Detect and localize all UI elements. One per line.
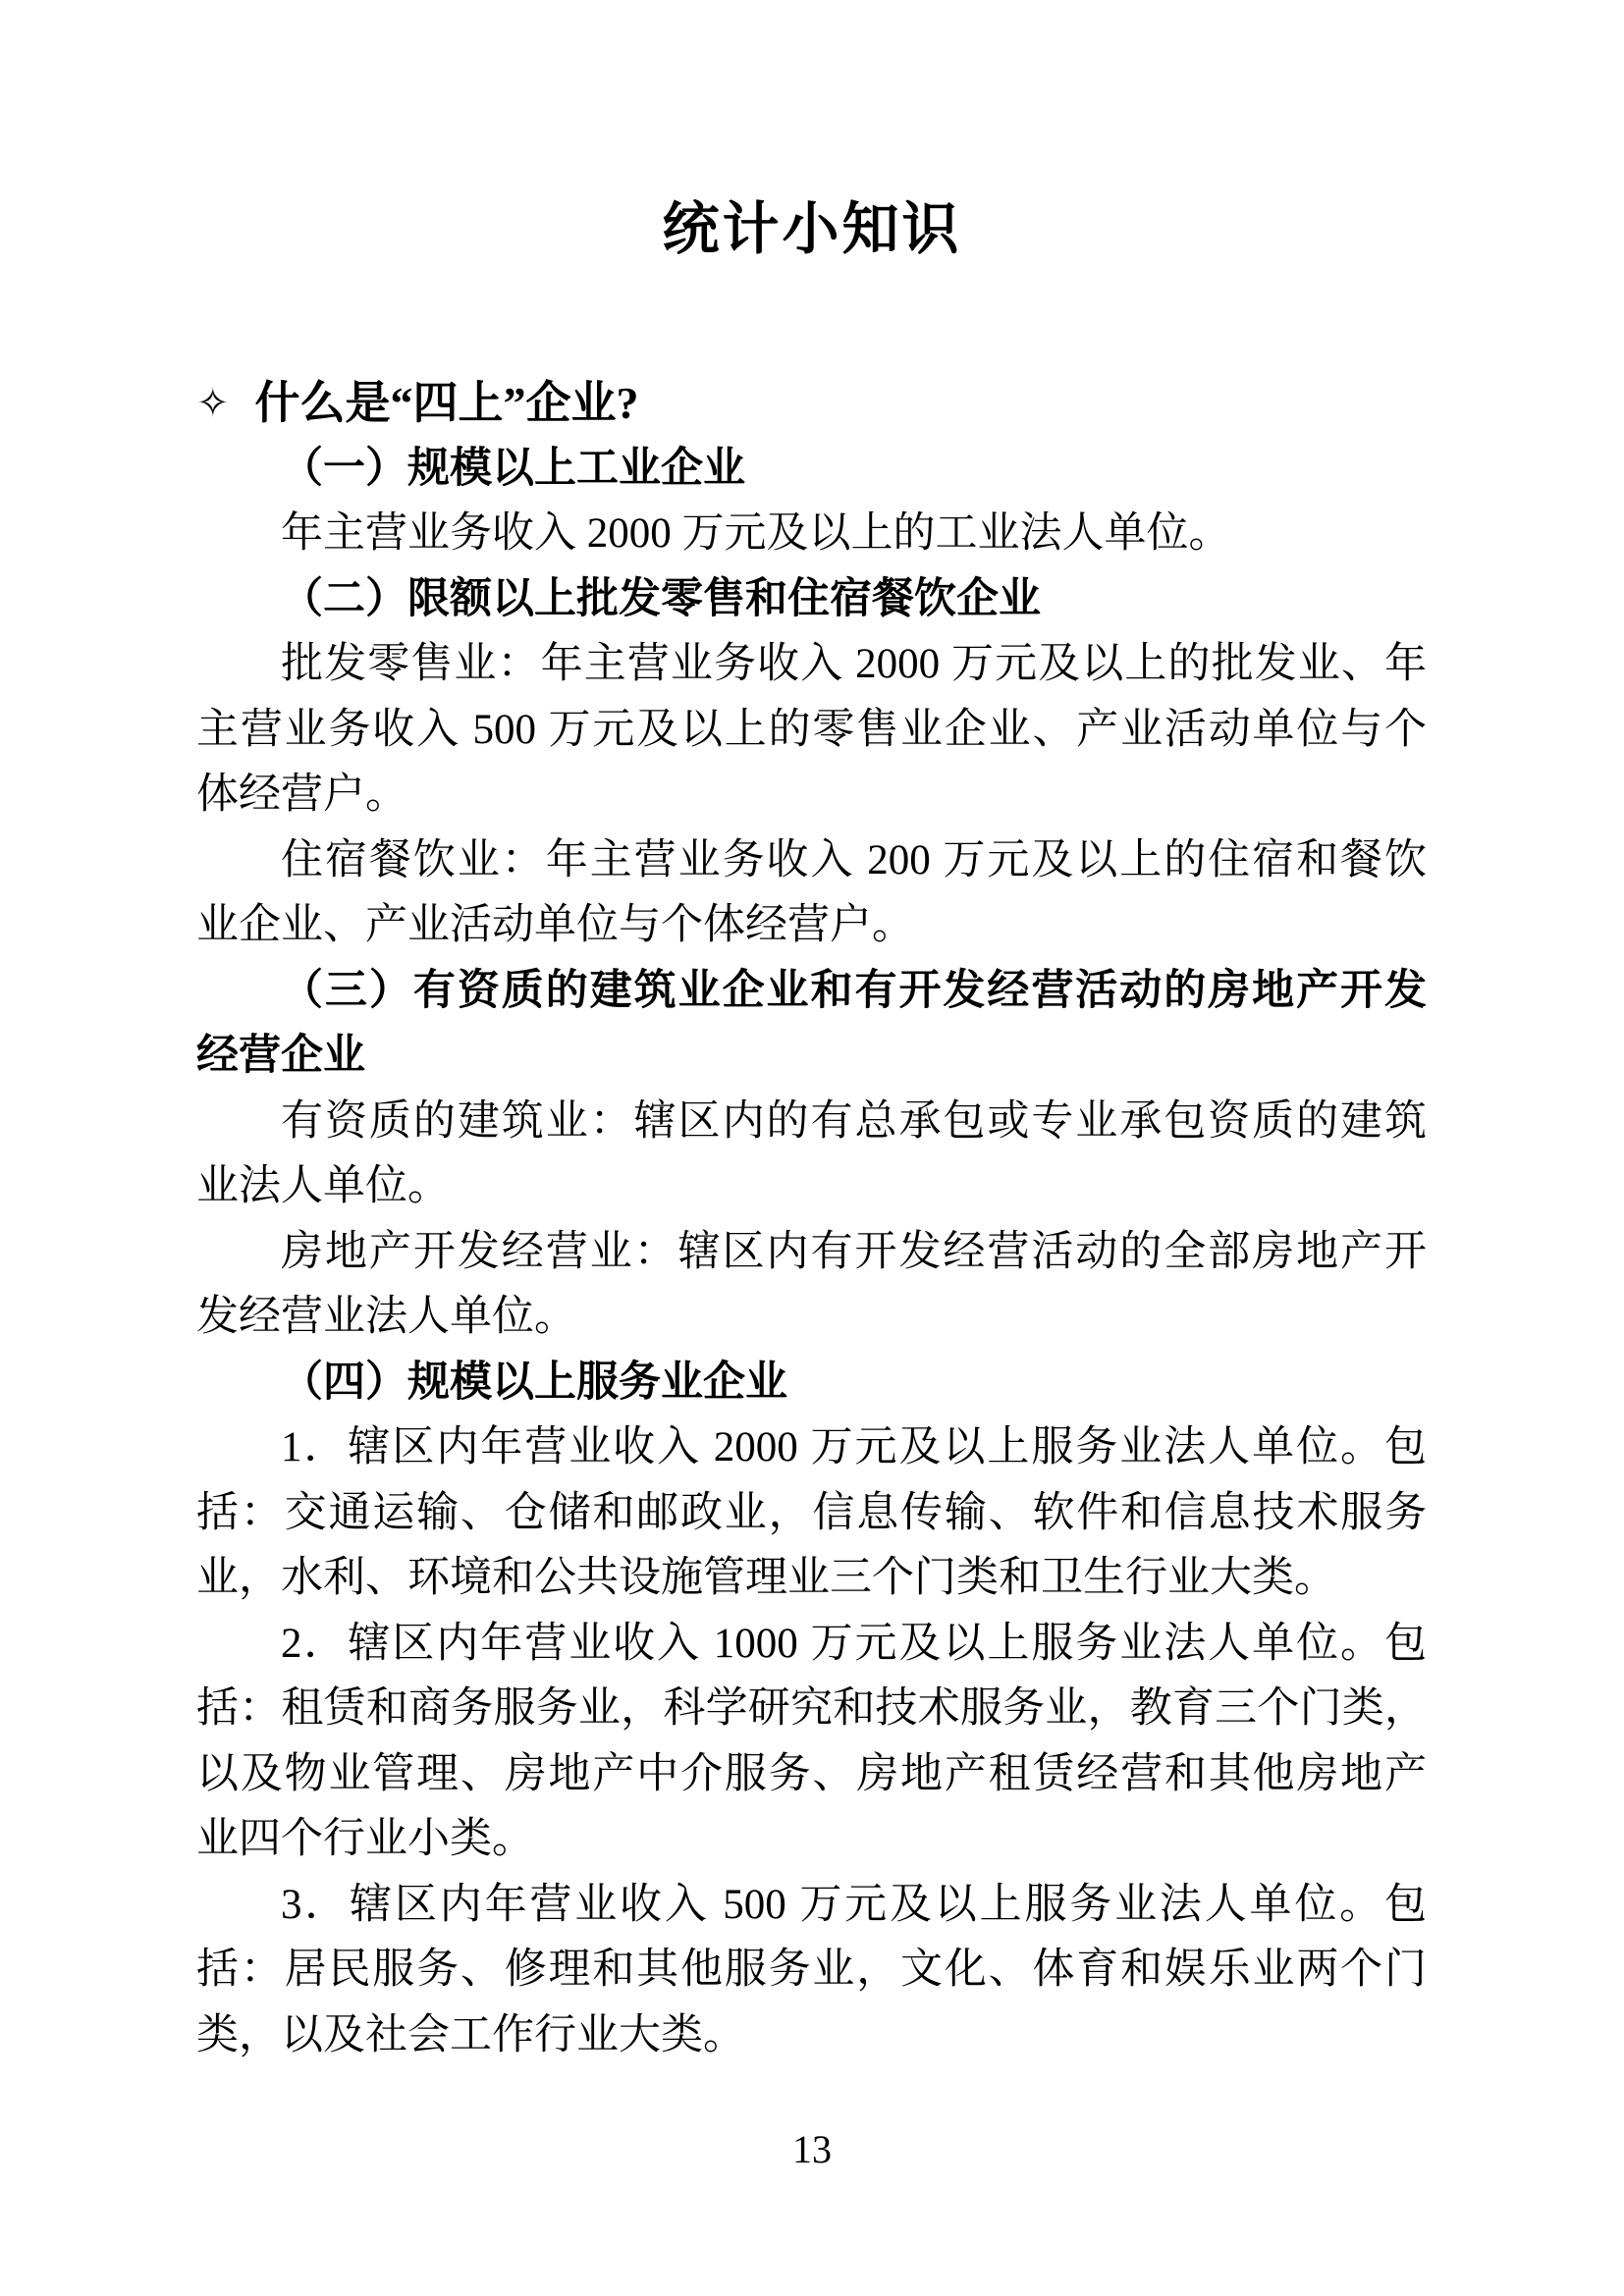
page-title: 统计小知识 [662,197,962,261]
subsection-heading: （三）有资质的建筑业企业和有开发经营活动的房地产开发 [281,967,1427,1014]
subsection-heading: （一）规模以上工业企业 [281,445,745,492]
text-line: 括：交通运输、仓储和邮政业，信息传输、软件和信息技术服务 [196,1489,1427,1536]
text-line: 3．辖区内年营业收入 500 万元及以上服务业法人单位。包 [281,1881,1427,1928]
text-line: 类，以及社会工作行业大类。 [196,2011,745,2058]
subsection-heading: （四）规模以上服务业企业 [281,1359,787,1406]
text-line: 住宿餐饮业：年主营业务收入 200 万元及以上的住宿和餐饮 [281,836,1427,883]
text-line: 业企业、产业活动单位与个体经营户。 [196,902,914,948]
text-line: 业法人单位。 [196,1163,450,1209]
text-line: 有资质的建筑业：辖区内的有总承包或专业承包资质的建筑 [281,1097,1427,1145]
section-heading: 什么是“四上”企业? [254,378,639,428]
text-line: 括：居民服务、修理和其他服务业，文化、体育和娱乐业两个门 [196,1947,1427,1993]
page-number: 13 [792,2127,832,2171]
four-pointed-star-icon: ✧ [196,381,230,425]
subsection-heading: （二）限额以上批发零售和住宿餐饮企业 [281,575,1041,622]
text-line: 括：租赁和商务服务业，科学研究和技术服务业，教育三个门类， [196,1685,1427,1732]
text-line: 2．辖区内年营业收入 1000 万元及以上服务业法人单位。包 [281,1620,1427,1667]
subsection-heading-continuation: 经营企业 [196,1033,365,1079]
text-line: 年主营业务收入 2000 万元及以上的工业法人单位。 [281,510,1231,557]
text-line: 发经营业法人单位。 [196,1294,576,1340]
text-line: 业，水利、环境和公共设施管理业三个门类和卫生行业大类。 [196,1555,1336,1601]
text-line: 房地产开发经营业：辖区内有开发经营活动的全部房地产开 [281,1228,1427,1275]
document-body [196,371,1427,2068]
text-line: 主营业务收入 500 万元及以上的零售业企业、产业活动单位与个 [196,706,1427,753]
text-line: 体经营户。 [196,772,407,818]
section-heading-row [196,371,1427,437]
text-line: 批发零售业：年主营业务收入 2000 万元及以上的批发业、年 [281,641,1427,687]
text-line: 1．辖区内年营业收入 2000 万元及以上服务业法人单位。包 [281,1424,1427,1470]
text-line: 以及物业管理、房地产中介服务、房地产租赁经营和其他房地产 [196,1750,1427,1797]
text-line: 业四个行业小类。 [196,1816,534,1862]
